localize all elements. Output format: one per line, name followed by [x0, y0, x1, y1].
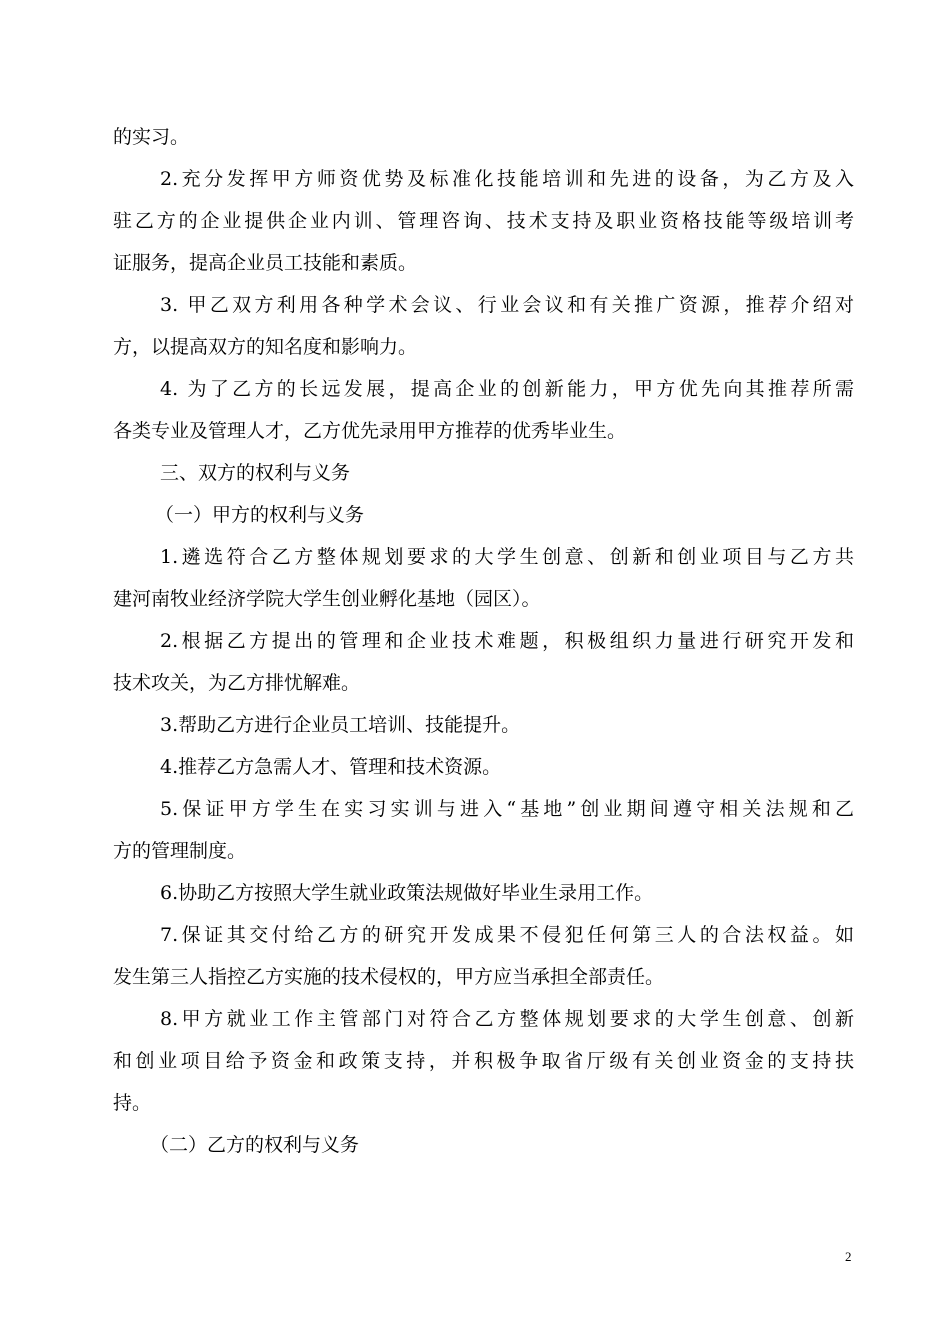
paragraph-line: 技术攻关，为乙方排忧解难。: [113, 672, 361, 694]
subsection-heading: （一）甲方的权利与义务: [155, 504, 365, 526]
paragraph-line: 3. 甲乙双方利用各种学术会议、行业会议和有关推广资源，推荐介绍对: [160, 294, 854, 316]
paragraph-line: 持。: [113, 1092, 152, 1114]
paragraph-line: 和创业项目给予资金和政策支持，并积极争取省厅级有关创业资金的支持扶: [113, 1050, 854, 1072]
paragraph-line: 5.保证甲方学生在实习实训与进入“基地”创业期间遵守相关法规和乙: [160, 798, 854, 820]
paragraph-line: 建河南牧业经济学院大学生创业孵化基地（园区）。: [113, 588, 541, 610]
paragraph-line: 方的管理制度。: [113, 840, 247, 862]
page-number: 2: [845, 1249, 852, 1264]
paragraph-line: 3.帮助乙方进行企业员工培训、技能提升。: [160, 714, 521, 736]
paragraph-line: 各类专业及管理人才，乙方优先录用甲方推荐的优秀毕业生。: [113, 420, 627, 442]
paragraph-line: 4.推荐乙方急需人才、管理和技术资源。: [160, 756, 502, 778]
paragraph-line: 方，以提高双方的知名度和影响力。: [113, 336, 418, 358]
paragraph-line: 的实习。: [113, 126, 190, 148]
paragraph-line: 驻乙方的企业提供企业内训、管理咨询、技术支持及职业资格技能等级培训考: [113, 210, 854, 232]
paragraph-line: 4. 为了乙方的长远发展，提高企业的创新能力，甲方优先向其推荐所需: [160, 378, 854, 400]
paragraph-line: 证服务，提高企业员工技能和素质。: [113, 252, 418, 274]
paragraph-line: 2.根据乙方提出的管理和企业技术难题，积极组织力量进行研究开发和: [160, 630, 854, 652]
subsection-heading: （二）乙方的权利与义务: [150, 1134, 360, 1156]
paragraph-line: 7.保证其交付给乙方的研究开发成果不侵犯任何第三人的合法权益。如: [160, 924, 854, 946]
paragraph-line: 2.充分发挥甲方师资优势及标准化技能培训和先进的设备，为乙方及入: [160, 168, 854, 190]
paragraph-line: 1.遴选符合乙方整体规划要求的大学生创意、创新和创业项目与乙方共: [160, 546, 854, 568]
paragraph-line: 6.协助乙方按照大学生就业政策法规做好毕业生录用工作。: [160, 882, 654, 904]
paragraph-line: 发生第三人指控乙方实施的技术侵权的，甲方应当承担全部责任。: [113, 966, 665, 988]
paragraph-line: 8.甲方就业工作主管部门对符合乙方整体规划要求的大学生创意、创新: [160, 1008, 854, 1030]
section-heading: 三、双方的权利与义务: [160, 462, 351, 484]
